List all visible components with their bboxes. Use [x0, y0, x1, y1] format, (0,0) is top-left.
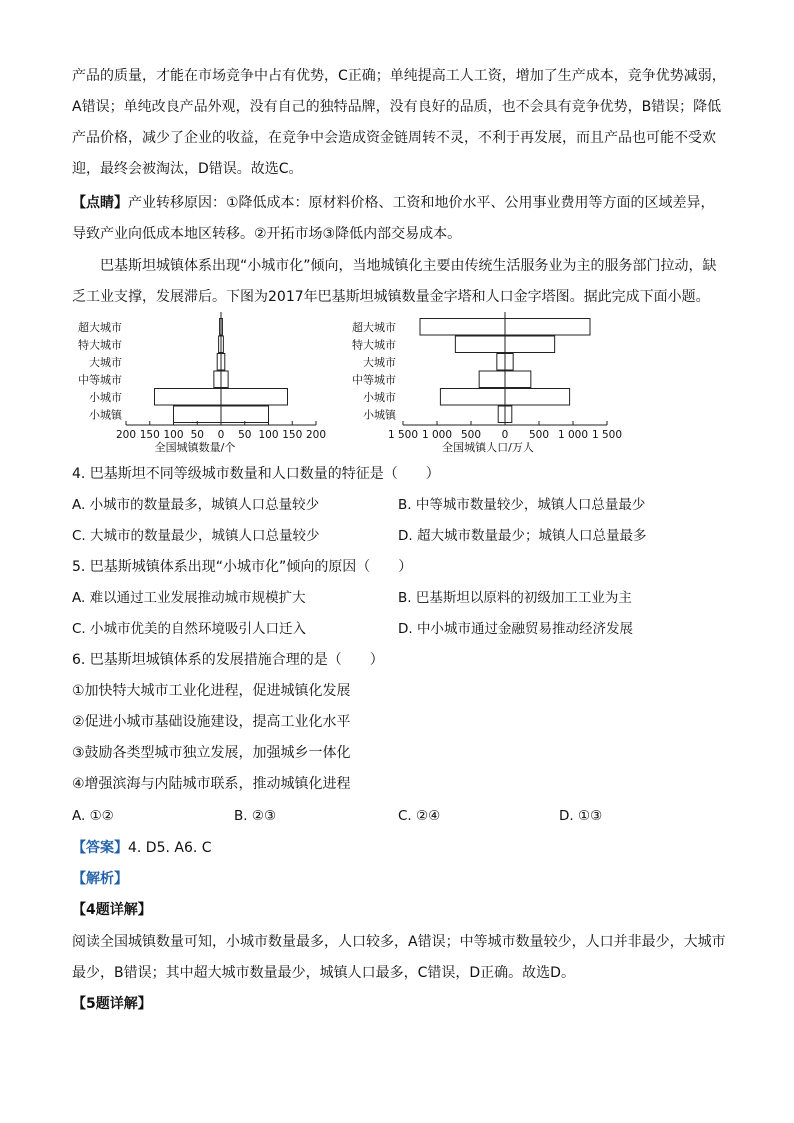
category-label: 大城市 — [363, 355, 396, 369]
explanation-line: 产品价格，减少了企业的收益，在竞争中会造成资金链周转不灵，不利于再发展，而且产品也可能不受欢 — [72, 130, 716, 146]
city-population-pyramid-chart — [338, 312, 638, 457]
q6-option-c[interactable]: C. ②④ — [398, 808, 441, 824]
q5-option-a[interactable]: A. 难以通过工业发展推动城市规模扩大 — [72, 590, 306, 606]
x-axis-label: 全国城镇数量/个 — [154, 441, 236, 454]
dianjing-tag: 【点睛】 — [72, 195, 128, 211]
city-count-pyramid-chart — [60, 312, 340, 457]
q4-stem: 4. 巴基斯坦不同等级城市数量和人口数量的特征是（ ） — [72, 466, 440, 482]
x-tick-label: 500 — [528, 429, 550, 441]
q4-option-a[interactable]: A. 小城市的数量最多，城镇人口总量较少 — [72, 497, 320, 513]
q4-option-d[interactable]: D. 超大城市数量最少；城镇人口总量最多 — [398, 528, 647, 544]
q6-stem: 6. 巴基斯坦城镇体系的发展措施合理的是（ ） — [72, 652, 384, 668]
x-tick-label: 50 — [238, 429, 252, 441]
category-label: 小城镇 — [89, 408, 122, 422]
x-tick-label: 1 000 — [557, 429, 589, 441]
q6-option-a[interactable]: A. ①② — [72, 808, 114, 824]
explanation-line: 迎，最终会被淘汰，D错误。故选C。 — [72, 161, 303, 177]
x-tick-label: 150 — [139, 429, 160, 441]
q6-option-b[interactable]: B. ②③ — [234, 808, 277, 824]
intro-line: 巴基斯坦城镇体系出现“小城市化”倾向，当地城镇化主要由传统生活服务业为主的服务部门拉动，缺 — [100, 258, 717, 274]
q6-option-d[interactable]: D. ①③ — [559, 808, 603, 824]
q4-detail-tag: 【4题详解】 — [72, 902, 152, 918]
x-tick-label: 1 000 — [421, 429, 453, 441]
q4-option-c[interactable]: C. 大城市的数量最少，城镇人口总量较少 — [72, 528, 320, 544]
x-tick-label: 200 — [115, 429, 137, 441]
explanation-line: 产品的质量，才能在市场竞争中占有优势，C正确；单纯提高工人工资，增加了生产成本，竞争优势减弱， — [72, 68, 726, 84]
q6-item: ②促进小城市基础设施建设，提高工业化水平 — [72, 714, 351, 730]
category-label: 小城市 — [363, 390, 396, 404]
q5-option-d[interactable]: D. 中小城市通过金融贸易推动经济发展 — [398, 621, 633, 637]
q5-stem: 5. 巴基斯城镇体系出现“小城市化”倾向的原因（ ） — [72, 559, 413, 575]
x-tick-label: 200 — [305, 429, 327, 441]
x-axis-label: 全国城镇人口/万人 — [442, 441, 534, 454]
intro-line: 乏工业支撑，发展滞后。下图为2017年巴基斯坦城镇数量金字塔和人口金字塔图。据此完成下面小题。 — [72, 289, 710, 305]
x-tick-label: 150 — [282, 429, 303, 441]
category-label: 中等城市 — [78, 373, 122, 387]
dianjing-line-2: 导致产业向低成本地区转移。②开拓市场③降低内部交易成本。 — [72, 226, 462, 242]
analysis-tag: 【解析】 — [72, 871, 128, 887]
x-tick-label: 50 — [190, 429, 204, 441]
q4-option-b[interactable]: B. 中等城市数量较少，城镇人口总量最少 — [398, 497, 646, 513]
q6-item: ①加快特大城市工业化进程，促进城镇化发展 — [72, 683, 351, 699]
answer-text: 4. D5. A6. C — [128, 840, 212, 856]
q6-item: ④增强滨海与内陆城市联系，推动城镇化进程 — [72, 776, 351, 792]
category-label: 小城市 — [89, 390, 122, 404]
dianjing-line — [72, 193, 715, 213]
x-tick-label: 1 500 — [387, 429, 419, 441]
category-label: 超大城市 — [78, 320, 122, 334]
x-tick-label: 100 — [163, 429, 184, 441]
category-label: 小城镇 — [363, 408, 396, 422]
x-tick-label: 100 — [258, 429, 279, 441]
dianjing-text: 产业转移原因：①降低成本：原材料价格、工资和地价水平、公用事业费用等方面的区域差异， — [128, 195, 715, 211]
q5-option-b[interactable]: B. 巴基斯坦以原料的初级加工工业为主 — [398, 590, 632, 606]
q5-detail-tag: 【5题详解】 — [72, 996, 152, 1012]
x-tick-label: 1 500 — [591, 429, 623, 441]
q6-item: ③鼓励各类型城市独立发展，加强城乡一体化 — [72, 745, 351, 761]
q5-option-c[interactable]: C. 小城市优美的自然环境吸引人口迁入 — [72, 621, 307, 637]
q4-detail-line: 最少，B错误；其中超大城市数量最少，城镇人口最多，C错误，D正确。故选D。 — [72, 965, 575, 981]
x-tick-label: 500 — [460, 429, 482, 441]
category-label: 超大城市 — [352, 320, 396, 334]
category-label: 大城市 — [89, 355, 122, 369]
category-label: 中等城市 — [352, 373, 396, 387]
category-label: 特大城市 — [352, 338, 396, 352]
answer-tag: 【答案】 — [72, 840, 128, 856]
x-tick-label: 0 — [217, 429, 225, 441]
x-tick-label: 0 — [501, 429, 509, 441]
answer-line — [72, 838, 212, 858]
q4-detail-line: 阅读全国城镇数量可知，小城市数量最多，人口较多，A错误；中等城市数量较少，人口并非最少，大城市 — [72, 934, 726, 950]
category-label: 特大城市 — [78, 338, 122, 352]
explanation-line: A错误；单纯改良产品外观，没有自己的独特品牌，没有良好的品质，也不会具有竞争优势，B错误；降低 — [72, 99, 722, 115]
